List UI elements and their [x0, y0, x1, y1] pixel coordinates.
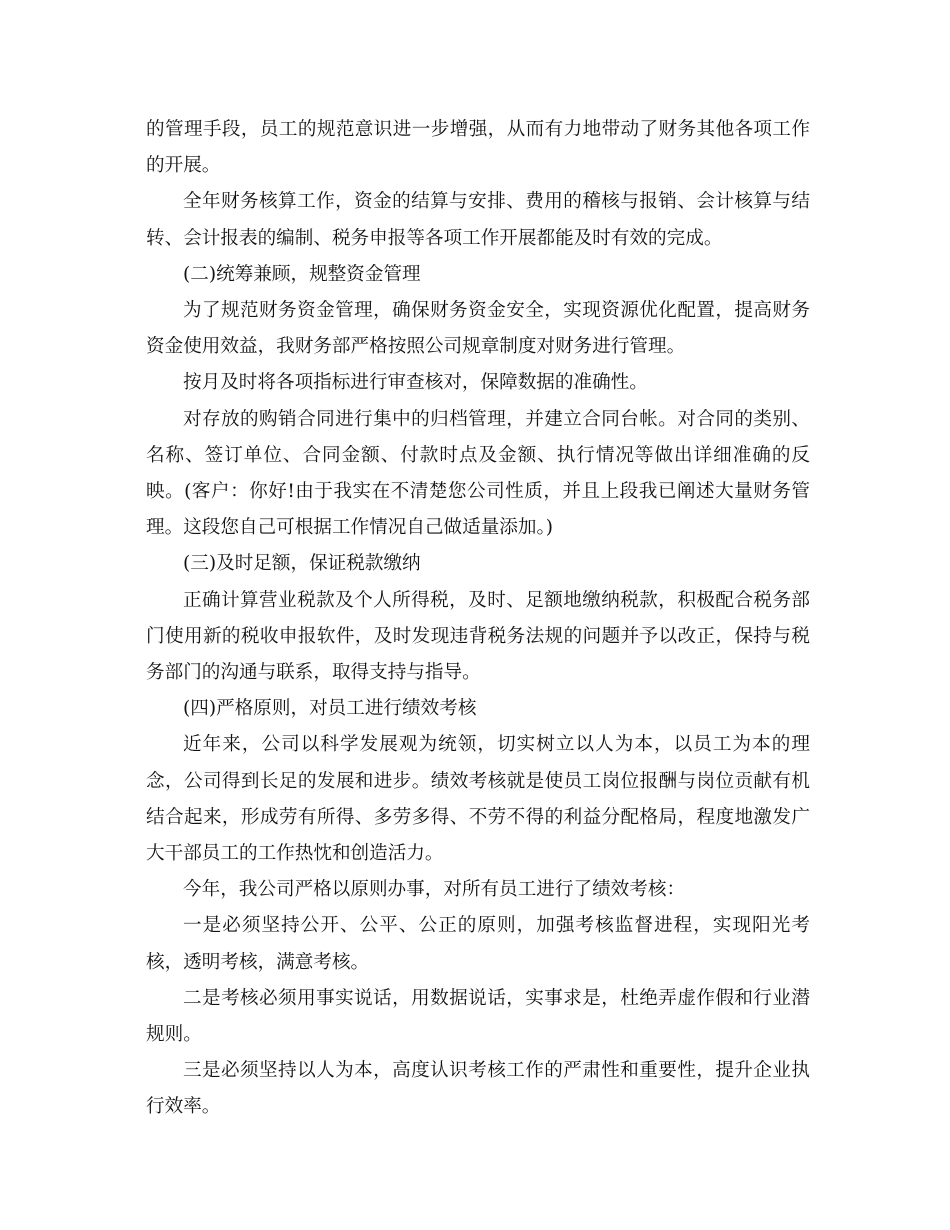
paragraph-this-year: 今年，我公司严格以原则办事，对所有员工进行了绩效考核：	[183, 879, 686, 901]
paragraph-point-1: 一是必须坚持公开、公平、公正的原则，加强考核监督进程，实现阳光考核，透明考核，满意考核。	[146, 915, 810, 973]
paragraph-tax-payment: 正确计算营业税款及个人所得税，及时、足额地缴纳税款，积极配合税务部门使用新的税收申报软件，及时发现违背税务法规的问题并予以改正，保持与税务部门的沟通与联系，取得支持与指导。	[146, 589, 810, 684]
paragraph-monthly-review: 按月及时将各项指标进行审查核对，保障数据的准确性。	[183, 372, 648, 394]
document-page	[146, 112, 810, 1126]
paragraph-continuation: 的管理手段，员工的规范意识进一步增强，从而有力地带动了财务其他各项工作的开展。	[146, 119, 810, 177]
paragraph-fund-management: 为了规范财务资金管理，确保财务资金安全，实现资源优化配置，提高财务资金使用效益，我财务部严格按照公司规章制度对财务进行管理。	[146, 300, 810, 358]
paragraph-contract-archive: 对存放的购销合同进行集中的归档管理，并建立合同台帐。对合同的类别、名称、签订单位、合同金额、付款时点及金额、执行情况等做出详细准确的反映。(客户：你好!由于我实在不清楚您公司性质，并且上段我已阐述大量财务管理。这段您自己可根据工作情况自己做适量添加。)	[146, 408, 810, 539]
paragraph-accounting-work: 全年财务核算工作，资金的结算与安排、费用的稽核与报销、会计核算与结转、会计报表的编制、税务申报等各项工作开展都能及时有效的完成。	[146, 191, 810, 249]
section-heading-2: (二)统筹兼顾，规整资金管理	[183, 263, 421, 285]
paragraph-point-3: 三是必须坚持以人为本，高度认识考核工作的严肃性和重要性，提升企业执行效率。	[146, 1060, 810, 1118]
paragraph-point-2: 二是考核必须用事实说话，用数据说话，实事求是，杜绝弄虚作假和行业潜规则。	[146, 987, 810, 1046]
section-heading-4: (四)严格原则，对员工进行绩效考核	[183, 698, 477, 720]
paragraph-performance-intro: 近年来，公司以科学发展观为统领，切实树立以人为本，以员工为本的理念，公司得到长足的发展和进步。绩效考核就是使员工岗位报酬与岗位贡献有机结合起来，形成劳有所得、多劳多得、不劳不得的利益分配格局，程度地激发广大干部员工的工作热忱和创造活力。	[146, 734, 810, 865]
section-heading-3: (三)及时足额，保证税款缴纳	[183, 553, 421, 575]
